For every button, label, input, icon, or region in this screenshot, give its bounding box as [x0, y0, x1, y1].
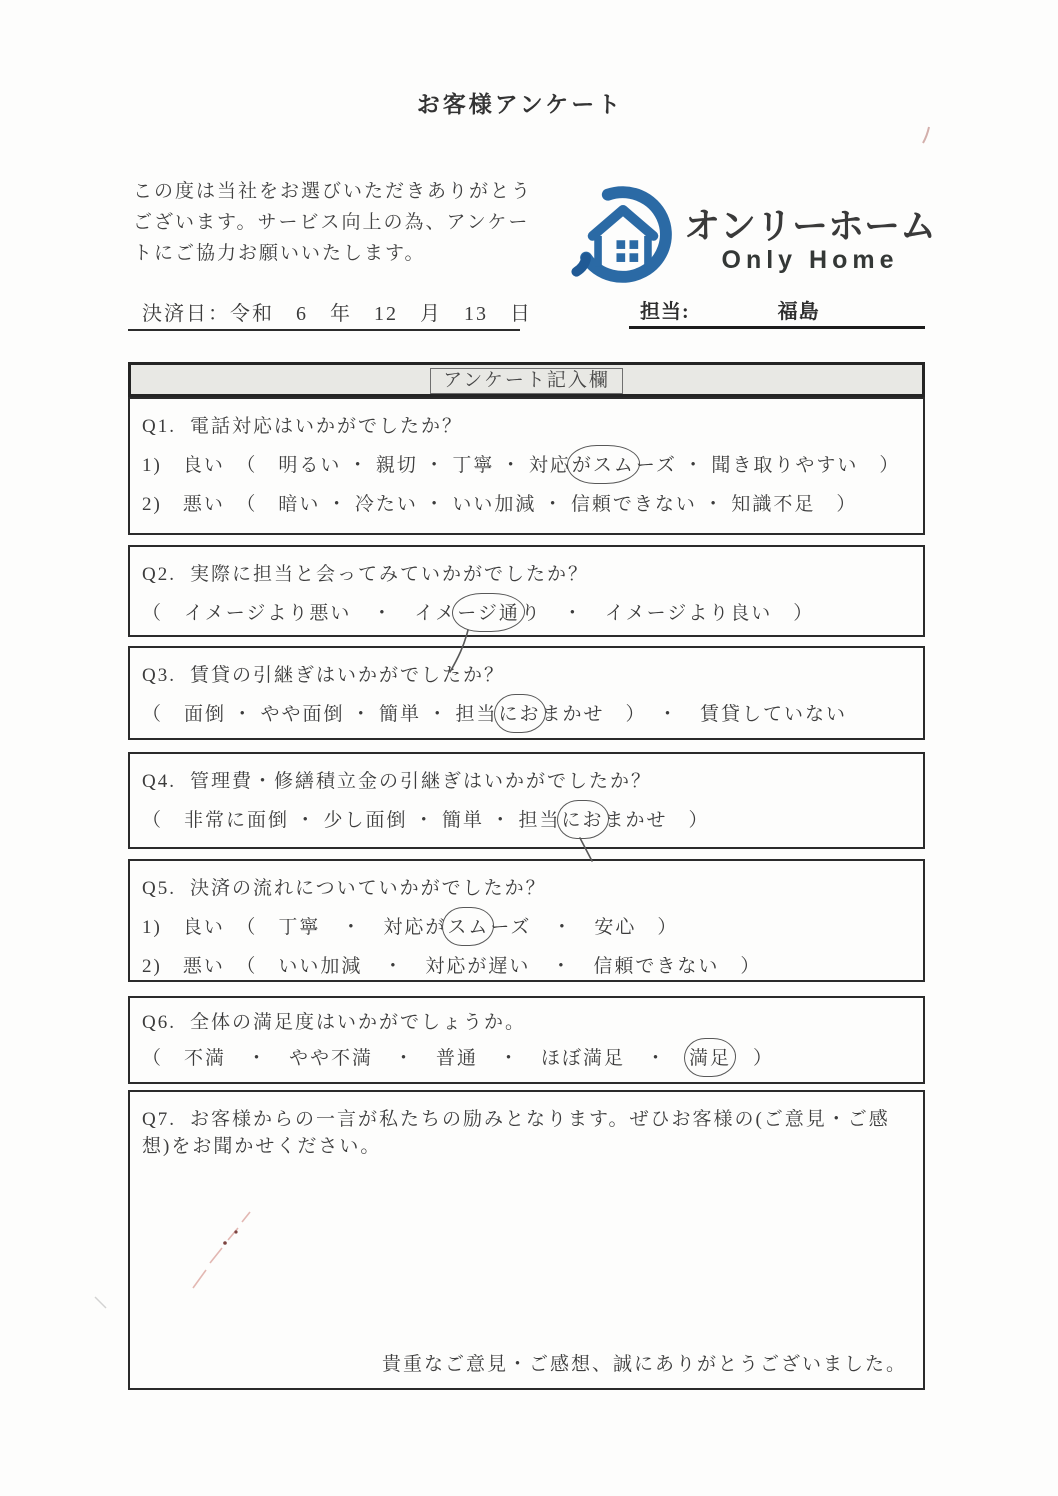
option-text: 2) 悪い （ いい加減 ・ 対応が遅い ・ 信頼できない ）	[142, 956, 762, 977]
staff-field	[640, 295, 820, 324]
question-box-q6	[128, 996, 925, 1084]
option-text: ーズ ・ 聞き取りやすい ）	[635, 455, 901, 476]
option-text: り ・ イメージより良い ）	[520, 603, 815, 624]
settlement-date-underline	[128, 329, 520, 331]
question-box-q1	[128, 397, 925, 535]
question-number: Q1.	[142, 416, 176, 437]
question-text: 管理費・修繕積立金の引継ぎはいかがでしたか？	[189, 771, 652, 792]
question-number: Q3.	[142, 665, 176, 686]
question-number: Q2.	[142, 564, 176, 585]
option-text: （ 不満 ・ やや不満 ・ 普通 ・ ほぼ満足 ・	[142, 1048, 689, 1069]
settlement-date: 決済日：令和 6 年 12 月 13 日	[142, 303, 532, 325]
option-text: まかせ ） ・ 賃貸していない	[541, 704, 848, 725]
answer-options	[142, 452, 913, 479]
option-text: 2) 悪い （ 暗い ・ 冷たい ・ いい加減 ・ 信頼できない ・ 知識不足 ）	[142, 494, 858, 515]
survey-form	[128, 362, 925, 1390]
brand-name-japanese: オンリーホーム	[684, 204, 937, 246]
answer-options	[142, 807, 913, 834]
option-text: まかせ ）	[604, 810, 710, 831]
handwritten-circle: にお	[494, 694, 546, 733]
home-logo-icon	[568, 186, 678, 293]
option-text: 1) 良い （ 丁寧 ・ 対応が	[142, 917, 447, 938]
answer-options	[142, 491, 913, 518]
staff-underline	[629, 326, 925, 329]
question-box-q2	[128, 545, 925, 637]
closing-thanks: 貴重なご意見・ご感想、誠にありがとうございました。	[381, 1354, 907, 1375]
question-number: Q6.	[142, 1012, 176, 1033]
handwritten-circle: 満足	[684, 1038, 736, 1077]
answer-options	[142, 701, 913, 728]
staff-name: 福島	[777, 301, 820, 323]
option-text: ）	[732, 1048, 775, 1069]
scan-speck-bottom-left	[95, 1297, 106, 1308]
question-box-q4	[128, 752, 925, 849]
intro-text: この度は当社をお選びいただきありがとうございます。サービス向上の為、アンケートにご協力お願いいたします。	[133, 181, 533, 264]
answer-options	[142, 914, 913, 941]
answer-options	[142, 953, 913, 980]
scan-speck-top-right	[923, 127, 929, 143]
question-number: Q5.	[142, 878, 176, 899]
option-text: （ イメージより悪い ・ イメ	[142, 603, 457, 624]
question-text: 賃貸の引継ぎはいかがでしたか？	[189, 665, 505, 686]
question-text: 全体の満足度はいかがでしょうか。	[189, 1012, 526, 1033]
option-text: （ 非常に面倒 ・ 少し面倒 ・ 簡単 ・ 担当	[142, 810, 561, 831]
question-number: Q7.	[142, 1109, 176, 1130]
question-text: 決済の流れについていかがでしたか？	[189, 878, 547, 899]
question-number: Q4.	[142, 771, 176, 792]
option-text: （ 面倒 ・ やや面倒 ・ 簡単 ・ 担当	[142, 704, 498, 725]
question-box-q3	[128, 646, 925, 740]
page-title: お客様アンケート	[416, 91, 624, 117]
question-box-q5	[128, 859, 925, 982]
company-logo	[568, 186, 936, 293]
answer-options	[142, 600, 913, 627]
option-text: ーズ ・ 安心 ）	[490, 917, 679, 938]
handwritten-circle: スム	[442, 907, 494, 946]
staff-label: 担当:	[640, 301, 690, 323]
survey-header-title: アンケート記入欄	[430, 368, 623, 394]
question-text: 実際に担当と会ってみていかがでしたか？	[189, 564, 589, 585]
answer-options	[142, 1045, 913, 1072]
question-box-q7	[128, 1090, 925, 1390]
handwritten-circle: にお	[557, 800, 609, 839]
handwritten-circle: がスム	[567, 445, 640, 484]
question-text: お客様からの一言が私たちの励みとなります。ぜひお客様の(ご意見・ご感想)をお聞かせください。	[142, 1109, 890, 1157]
handwritten-circle: ージ通	[452, 593, 525, 632]
survey-header	[128, 362, 925, 397]
question-text: 電話対応はいかがでしたか？	[189, 416, 463, 437]
brand-name-english: Only Home	[721, 245, 899, 274]
option-text: 1) 良い （ 明るい ・ 親切 ・ 丁寧 ・ 対応	[142, 455, 571, 476]
